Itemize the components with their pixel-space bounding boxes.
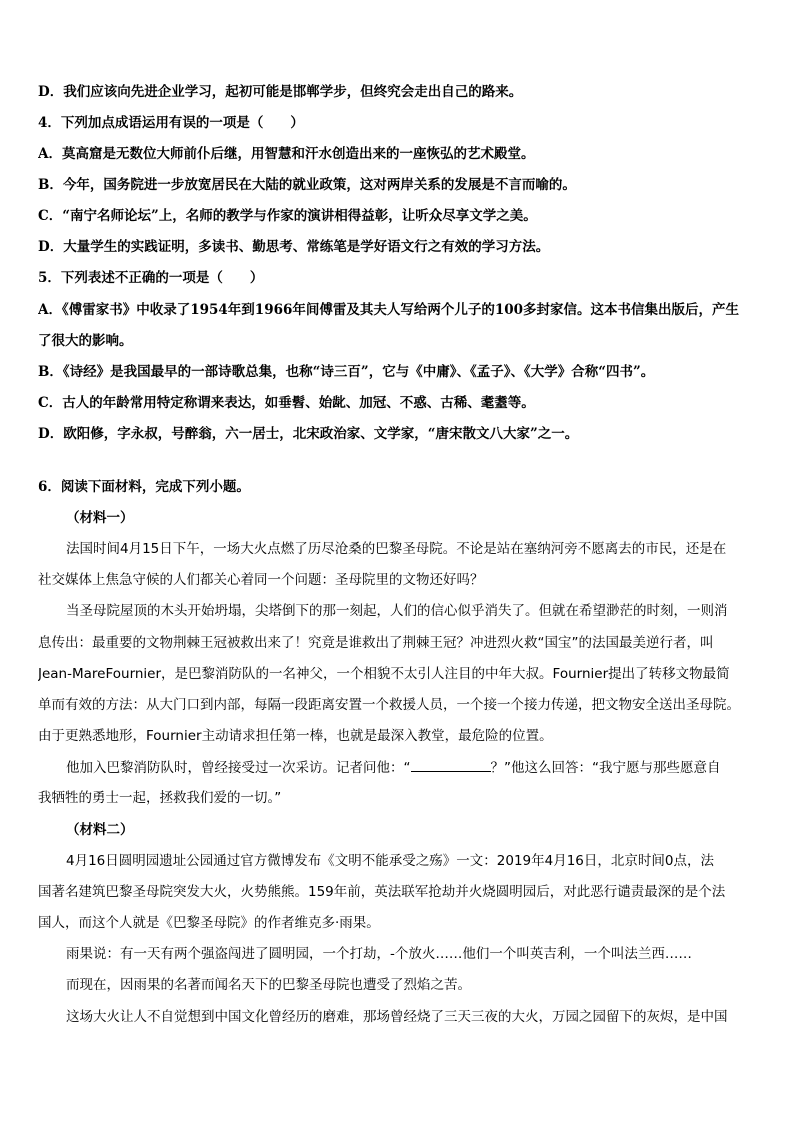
material-1-paragraph-3-line1: [66, 757, 760, 778]
q4-option-c: C．“南宁名师论坛”上，名师的教学与作家的演讲相得益彰，让听众尽享文学之美。: [38, 208, 537, 224]
material-1-paragraph-2-line1: 当圣母院屋顶的木头开始坍塌，尖塔倒下的那一刻起，人们的信心似乎消失了。但就在希望渺茫的时刻，一则消: [66, 603, 728, 619]
material-1-paragraph-3-line2: 我牺牲的勇士一起，拯救我们爱的一切。”: [38, 790, 282, 806]
q5-option-d: D．欧阳修，字永叔，号醉翁，六一居士，北宋政治家、文学家，“唐宋散文八大家”之一。: [38, 426, 579, 442]
q5-option-c: C．古人的年龄常用特定称谓来表达，如垂髫、始龀、加冠、不惑、古稀、耄耋等。: [38, 395, 535, 411]
interview-answer-text: ？”他这么回答：“我宁愿与那些愿意自: [490, 760, 721, 776]
q4-option-b: B．今年，国务院进一步放宽居民在大陆的就业政策，这对两岸关系的发展是不言而喻的。: [38, 177, 576, 193]
answer-blank: [411, 757, 491, 772]
question-5-stem: 5．下列表述不正确的一项是（ ）: [38, 270, 264, 286]
material-2-paragraph-4-line1: 这场大火让人不自觉想到中国文化曾经历的磨难，那场曾经烧了三天三夜的大火，万园之园留下的灰烬，是中国: [66, 1009, 728, 1025]
material-1-paragraph-1-line1: 法国时间4月15日下午，一场大火点燃了历尽沧桑的巴黎圣母院。不论是站在塞纳河旁不愿离去的市民，还是在: [66, 541, 727, 557]
q3-option-d: D．我们应该向先进企业学习，起初可能是邯郸学步，但终究会走出自己的路来。: [38, 84, 523, 100]
material-1-paragraph-2-line2: 息传出：最重要的文物荆棘王冠被救出来了！究竟是谁救出了荆棘王冠？冲进烈火救“国宝”的法国最美逆行者，叫: [38, 635, 714, 651]
material-2-paragraph-1-line2: 国著名建筑巴黎圣母院突发大火，火势熊熊。159年前，英法联军抢劫并火烧圆明园后，对此恶行谴责最深的是个法: [38, 884, 726, 900]
q4-option-d: D．大量学生的实践证明，多读书、勤思考、常练笔是学好语文行之有效的学习方法。: [38, 239, 550, 255]
material-1-paragraph-2-line3: Jean-MareFournier，是巴黎消防队的一名神父，一个相貌不太引人注目的中年大叔。Fournier提出了转移文物最简: [38, 666, 730, 682]
q5-option-a-line2: 了很大的影响。: [38, 333, 133, 349]
q5-option-b: B．《诗经》是我国最早的一部诗歌总集，也称“诗三百”，它与《中庸》、《孟子》、《大学》合称“四书”。: [38, 364, 655, 380]
q4-option-a: A．莫高窟是无数位大师前仆后继，用智慧和汗水创造出来的一座恢弘的艺术殿堂。: [38, 146, 535, 162]
material-1-heading: （材料一）: [66, 510, 134, 526]
question-6-stem: 6．阅读下面材料，完成下列小题。: [38, 479, 250, 495]
material-2-paragraph-1-line1: 4月16日圆明园遗址公园通过官方微博发布《文明不能承受之殇》一文：2019年4月16日，北京时间0点，法: [66, 853, 714, 869]
material-2-heading: （材料二）: [66, 822, 134, 838]
interview-question-text: 他加入巴黎消防队时，曾经接受过一次采访。记者问他：“: [66, 760, 411, 776]
material-1-paragraph-1-line2: 社交媒体上焦急守候的人们都关心着同一个问题：圣母院里的文物还好吗？: [38, 572, 484, 588]
material-2-paragraph-1-line3: 国人，而这个人就是《巴黎圣母院》的作者维克多·雨果。: [38, 915, 380, 931]
q5-option-a-line1: A．《傅雷家书》中收录了1954年到1966年间傅雷及其夫人写给两个儿子的100多封家信。这本书信集出版后，产生: [38, 302, 740, 318]
material-1-paragraph-2-line5: 由于更熟悉地形，Fournier主动请求担任第一棒，也就是最深入教堂，最危险的位置。: [38, 728, 553, 744]
material-2-paragraph-3: 而现在，因雨果的名著而闻名天下的巴黎圣母院也遭受了烈焰之苦。: [66, 977, 471, 993]
material-2-paragraph-2: 雨果说：有一天有两个强盗闯进了圆明园，一个打劫，-个放火……他们一个叫英吉利，一个叫法兰西……: [66, 946, 692, 962]
question-4-stem: 4．下列加点成语运用有误的一项是（ ）: [38, 115, 304, 131]
material-1-paragraph-2-line4: 单而有效的方法：从大门口到内部，每隔一段距离安置一个救援人员，一个接一个接力传递，把文物安全送出圣母院。: [38, 697, 740, 713]
